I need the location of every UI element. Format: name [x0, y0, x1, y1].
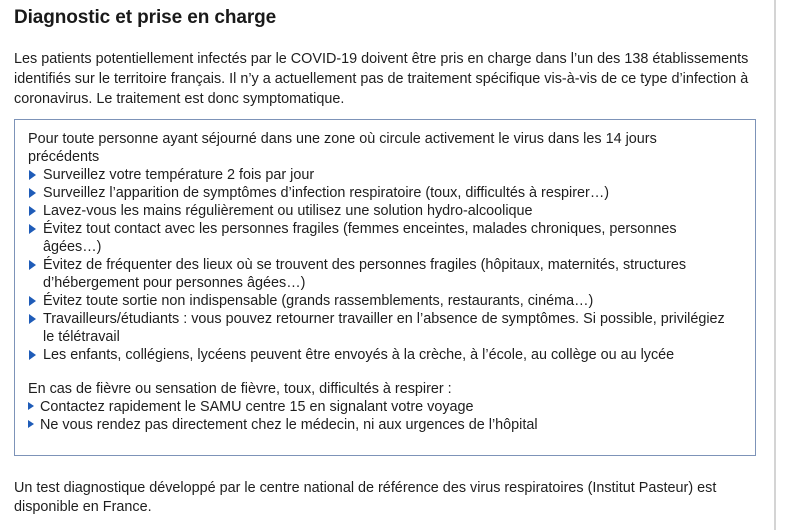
- list-item: [28, 184, 728, 202]
- bullet-arrow-icon: [29, 350, 36, 360]
- list-item-text: Ne vous rendez pas directement chez le médecin, ni aux urgences de l’hôpital: [40, 417, 538, 433]
- list-item: [28, 416, 728, 434]
- bullet-arrow-icon: [28, 420, 34, 428]
- bullet-arrow-icon: [29, 224, 36, 234]
- intro-paragraph: Les patients potentiellement infectés par le COVID-19 doivent être pris en charge dans l’un des 138 établissements identifiés sur le territoire français. Il n’y a actuellement pas de traitement spécifique vis-à-vis de ce type d’infection à coronavirus. Le traitement est donc symptomatique.: [14, 51, 749, 107]
- list-item: [28, 220, 728, 256]
- list-item: [28, 398, 728, 416]
- recommendations-list: [28, 166, 728, 364]
- bullet-arrow-icon: [29, 206, 36, 216]
- list-item-text: Évitez toute sortie non indispensable (grands rassemblements, restaurants, cinéma…): [43, 293, 594, 309]
- list-item-text: Lavez-vous les mains régulièrement ou utilisez une solution hydro-alcoolique: [43, 203, 533, 219]
- list-item-text: Les enfants, collégiens, lycéens peuvent être envoyés à la crèche, à l’école, au collège ou au lycée: [43, 347, 675, 363]
- bullet-arrow-icon: [28, 402, 34, 410]
- fever-lead-text: En cas de fièvre ou sensation de fièvre, toux, difficultés à respirer :: [28, 381, 452, 397]
- list-item: [28, 292, 728, 310]
- list-item-text: Surveillez l’apparition de symptômes d’infection respiratoire (toux, difficultés à respirer…): [43, 185, 610, 201]
- list-item: [28, 310, 728, 346]
- right-divider: [774, 0, 776, 530]
- box-lead-text: Pour toute personne ayant séjourné dans une zone où circule activement le virus dans les 14 jours précédents: [28, 131, 657, 165]
- recommendations-box: [14, 119, 756, 456]
- list-item-text: Contactez rapidement le SAMU centre 15 en signalant votre voyage: [40, 399, 474, 415]
- list-item: [28, 346, 728, 364]
- fever-actions-list: [28, 398, 728, 434]
- list-item-text: Évitez de fréquenter des lieux où se trouvent des personnes fragiles (hôpitaux, maternités, structures d’hébergement pour personnes âgées…): [43, 257, 687, 291]
- bullet-arrow-icon: [29, 188, 36, 198]
- list-item-text: Surveillez votre température 2 fois par jour: [43, 167, 315, 183]
- bullet-arrow-icon: [29, 314, 36, 324]
- bullet-arrow-icon: [29, 296, 36, 306]
- list-item-text: Évitez tout contact avec les personnes fragiles (femmes enceintes, malades chroniques, personnes âgées…): [43, 221, 677, 255]
- bullet-arrow-icon: [29, 170, 36, 180]
- section-title: Diagnostic et prise en charge: [14, 7, 277, 28]
- list-item: [28, 166, 728, 184]
- list-item: [28, 256, 728, 292]
- list-item: [28, 202, 728, 220]
- bullet-arrow-icon: [29, 260, 36, 270]
- list-item-text: Travailleurs/étudiants : vous pouvez retourner travailler en l’absence de symptômes. Si possible, privilégiez le télétravail: [43, 311, 725, 345]
- outro-paragraph: Un test diagnostique développé par le centre national de référence des virus respiratoires (Institut Pasteur) est disponible en France.: [14, 480, 717, 515]
